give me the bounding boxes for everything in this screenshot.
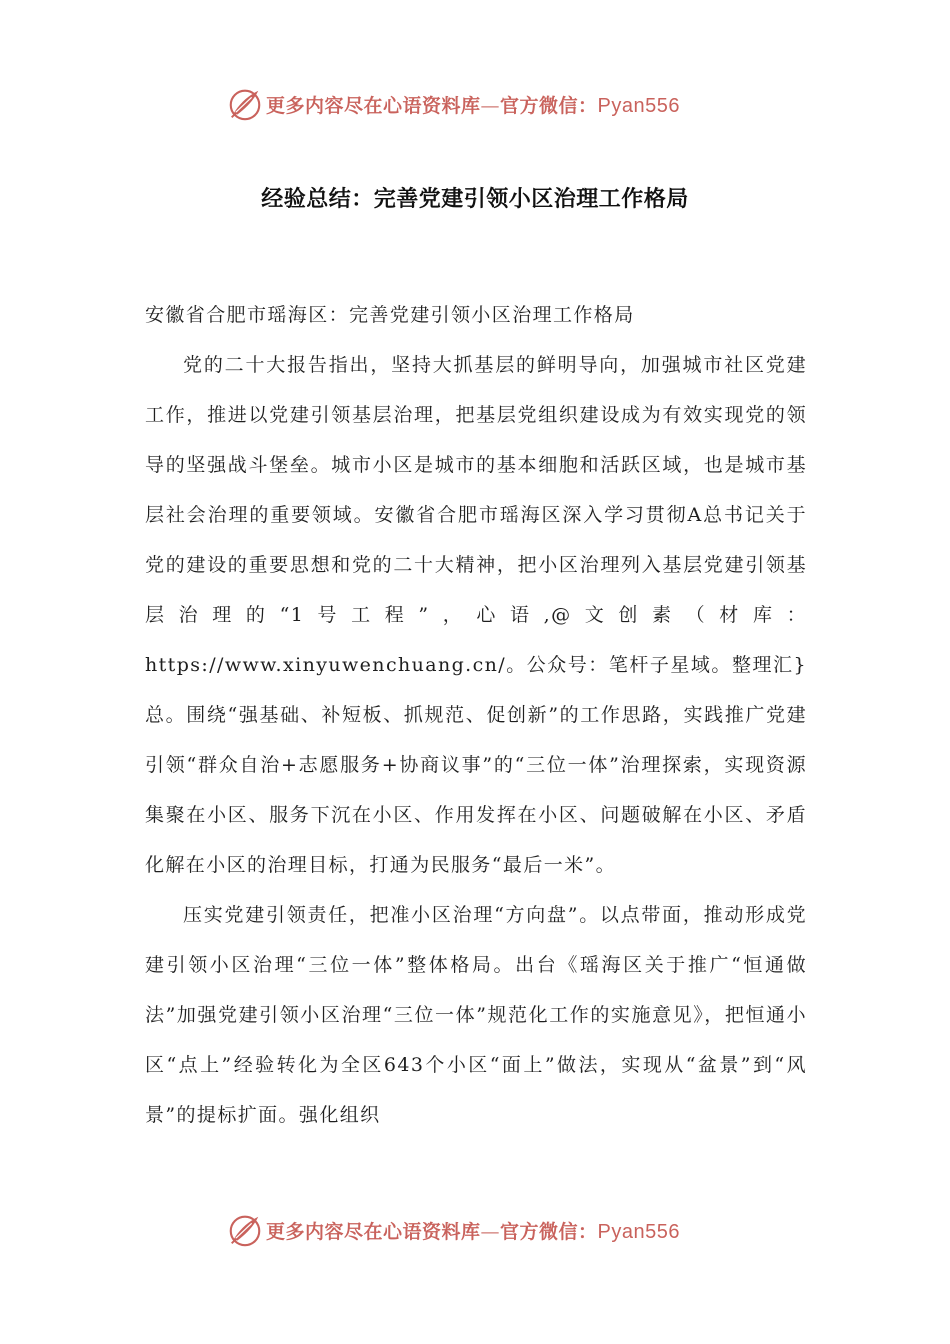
header-banner-site: 更多内容尽在心语资料库 xyxy=(266,94,481,117)
pen-nib-circle-logo-icon xyxy=(226,85,264,123)
footer-banner-text xyxy=(266,1217,680,1244)
document-body xyxy=(145,290,807,1140)
footer-banner-separator: — xyxy=(480,1220,501,1243)
paragraph-2: 压实党建引领责任，把准小区治理“方向盘”。以点带面，推动形成党建引领小区治理“三位一体”整体格局。出台《瑶海区关于推广“恒通做法”加强党建引领小区治理“三位一体”规范化工作的实施意见》，把恒通小区“点上”经验转化为全区643个小区“面上”做法，实现从“盆景”到“风景”的提标扩面。强化组织 xyxy=(145,904,807,1126)
paragraph-1: 党的二十大报告指出，坚持大抓基层的鲜明导向，加强城市社区党建工作，推进以党建引领基层治理，把基层党组织建设成为有效实现党的领导的坚强战斗堡垒。城市小区是城市的基本细胞和活跃区域，也是城市基层社会治理的重要领域。安徽省合肥市瑶海区深入学习贯彻A总书记关于党的建设的重要思想和党的二十大精神，把小区治理列入基层党建引领基层治理的“1号工程”，心语,@文创素（材库：https://www.xinyuwenchuang.cn/。公众号：笔杆子星域。整理汇}总。围绕“强基础、补短板、抓规范、促创新”的工作思路，实践推广党建引领“群众自治+志愿服务+协商议事”的“三位一体”治理探索，实现资源集聚在小区、服务下沉在小区、作用发挥在小区、问题破解在小区、矛盾化解在小区的治理目标，打通为民服务“最后一米”。 xyxy=(145,354,807,876)
pen-nib-circle-logo-icon xyxy=(226,1211,264,1249)
footer-banner-wechat-id: Pyan556 xyxy=(597,1220,680,1243)
footer-banner-wechat-label: 官方微信： xyxy=(500,1220,598,1243)
header-banner xyxy=(226,84,746,124)
header-banner-wechat-id: Pyan556 xyxy=(597,94,680,117)
footer-banner xyxy=(226,1210,746,1250)
header-banner-separator: — xyxy=(480,94,501,117)
header-banner-text xyxy=(266,91,680,118)
document-subtitle: 安徽省合肥市瑶海区：完善党建引领小区治理工作格局 xyxy=(145,304,635,326)
header-banner-wechat-label: 官方微信： xyxy=(500,94,598,117)
document-title: 经验总结：完善党建引领小区治理工作格局 xyxy=(261,186,689,212)
footer-banner-site: 更多内容尽在心语资料库 xyxy=(266,1220,481,1243)
